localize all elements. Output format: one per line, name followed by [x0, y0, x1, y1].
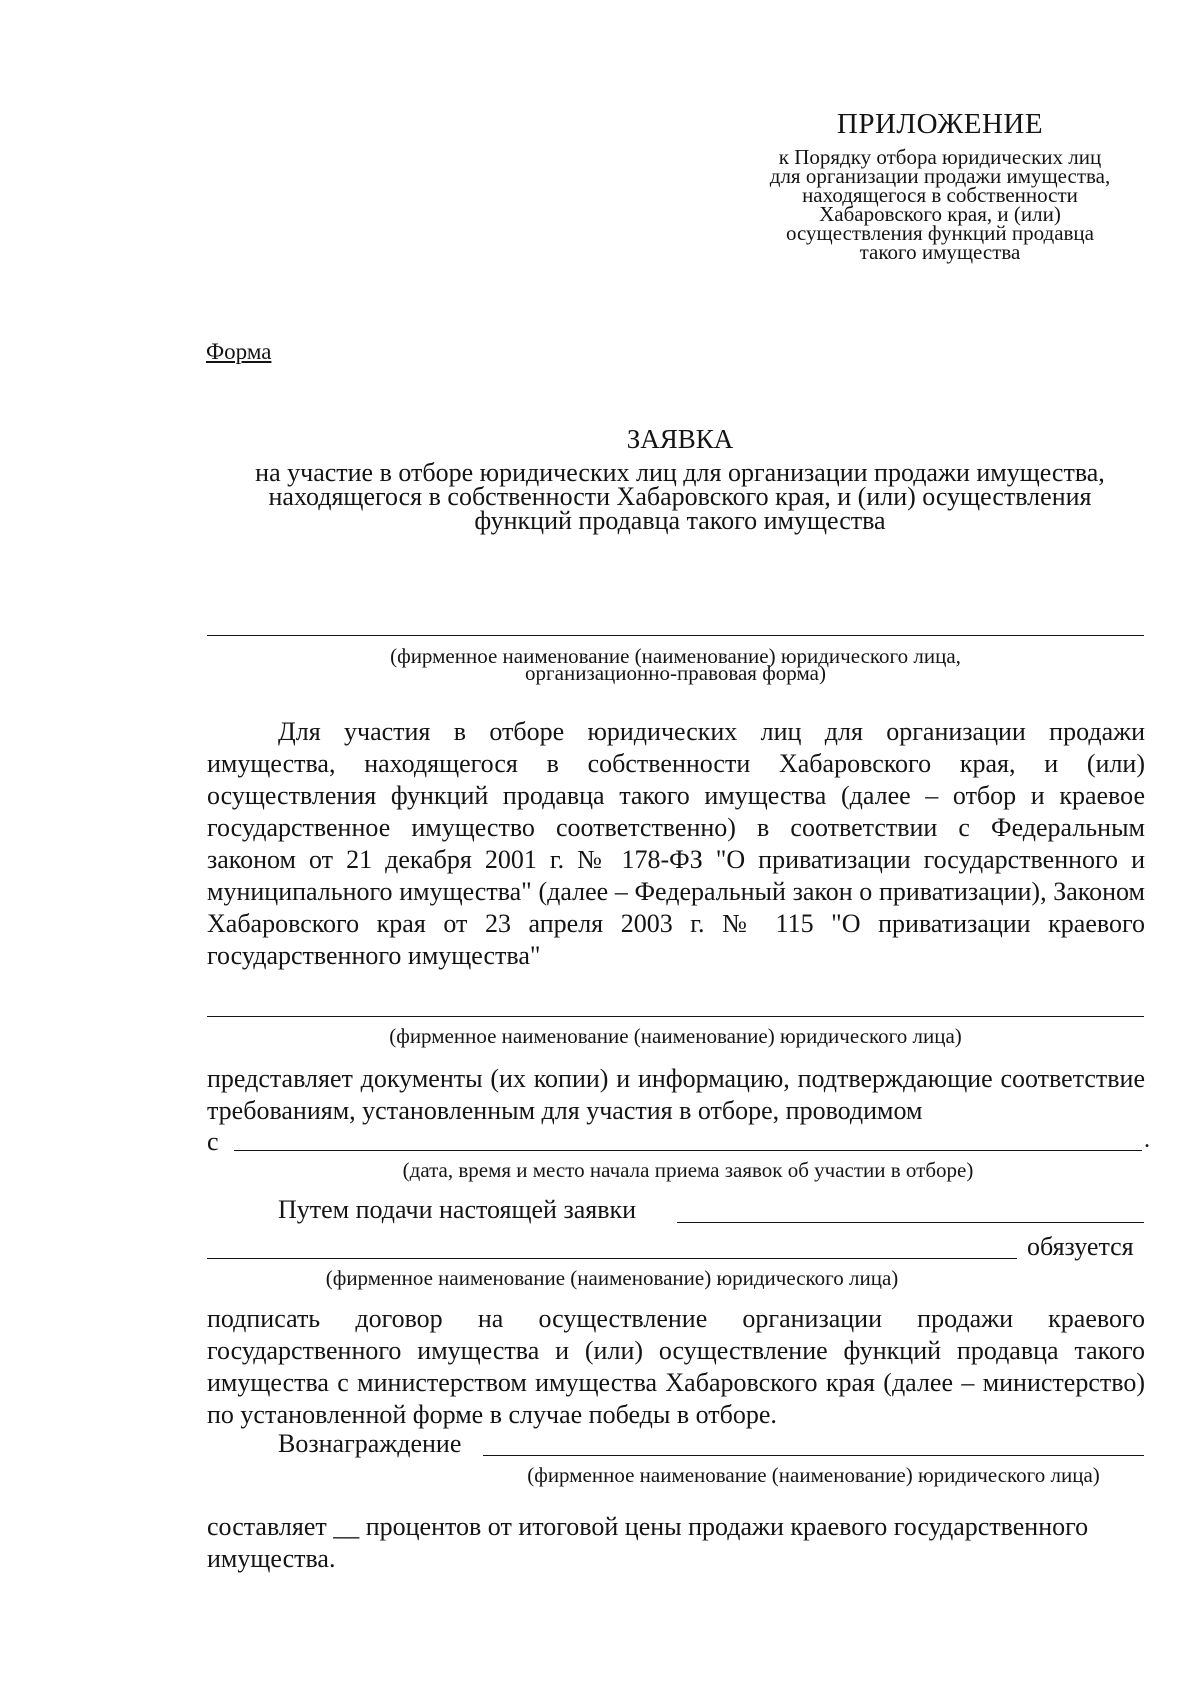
application-title-block [200, 423, 1160, 533]
appendix-line: к Порядку отбора юридических лиц [778, 145, 1102, 169]
company-name-caption [207, 644, 1144, 685]
company-name-caption: (фирменное наименование (наименование) юридического лица) [389, 1024, 962, 1048]
company-name-caption: (фирменное наименование (наименование) юридического лица) [325, 1266, 899, 1290]
company-name-blank[interactable] [207, 1016, 1144, 1017]
appendix-line: находящегося в собственности [802, 183, 1078, 207]
reward-paragraph-line: составляет __ процентов от итоговой цены продажи краевого государственного [207, 1512, 1089, 1541]
reward-label: Вознаграждение [278, 1429, 462, 1458]
appendix-line: такого имущества [859, 240, 1021, 264]
reception-start-caption: (дата, время и место начала приема заявок об участии в отборе) [402, 1158, 974, 1182]
form-label: Форма [206, 339, 272, 364]
caption-line: (фирменное наименование (наименование) юридического лица, [390, 644, 961, 668]
appendix-title: ПРИЛОЖЕНИЕ [836, 108, 1044, 140]
caption-line: организационно-правовая форма) [525, 661, 826, 685]
application-subtitle-line: находящегося в собственности Хабаровского края, и (или) осуществления [268, 482, 1092, 511]
appendix-line: для организации продажи имущества, [769, 164, 1111, 188]
company-name-blank[interactable] [207, 1258, 1017, 1259]
company-name-blank[interactable] [677, 1222, 1144, 1223]
application-title: ЗАЯВКА [626, 424, 734, 454]
documents-paragraph: представляет документы (их копии) и информацию, подтверждающие соответствие требованиям, установленным для участия в отборе, проводимом [207, 1064, 1145, 1125]
application-subtitle-line: на участие в отборе юридических лиц для организации продажи имущества, [255, 458, 1105, 487]
submit-prefix: Путем подачи настоящей заявки [278, 1195, 637, 1224]
reception-start-blank[interactable] [234, 1150, 1142, 1151]
reward-paragraph [207, 1511, 1145, 1575]
contract-paragraph: подписать договор на осуществление организации продажи краевого государственного имущества и (или) осуществление функций продавца такого имущества с министерством имущества Хабаровского края (далее – министерство) по установленной форме в случае победы в отборе. [207, 1304, 1145, 1429]
appendix-header [730, 108, 1150, 262]
company-name-blank[interactable] [207, 635, 1144, 636]
from-prefix: с [207, 1127, 219, 1156]
application-subtitle-line: функций продавца такого имущества [474, 506, 886, 535]
participation-paragraph: Для участия в отборе юридических лиц для организации продажи имущества, находящегося в собственности Хабаровского края, и (или) осуществления функций продавца такого имущества (далее – отбор и краевое государственное имущество соответственно) в соответствии с Федеральным законом от 21 декабря 2001 г. № 178-ФЗ "О приватизации государственного и муниципального имущества" (далее – Федеральный закон о приватизации), Законом Хабаровского края от 23 апреля 2003 г. № 115 "О приватизации краевого государственного имущества" [207, 717, 1145, 970]
reward-blank[interactable] [483, 1455, 1144, 1456]
obliges-word: обязуется [1027, 1232, 1134, 1261]
appendix-line: осуществления функций продавца [785, 221, 1094, 245]
period-mark: . [1144, 1127, 1150, 1153]
appendix-line: Хабаровского края, и (или) [819, 202, 1061, 226]
company-name-caption: (фирменное наименование (наименование) юридического лица) [527, 1463, 1100, 1487]
reward-paragraph-line: имущества. [207, 1544, 336, 1573]
